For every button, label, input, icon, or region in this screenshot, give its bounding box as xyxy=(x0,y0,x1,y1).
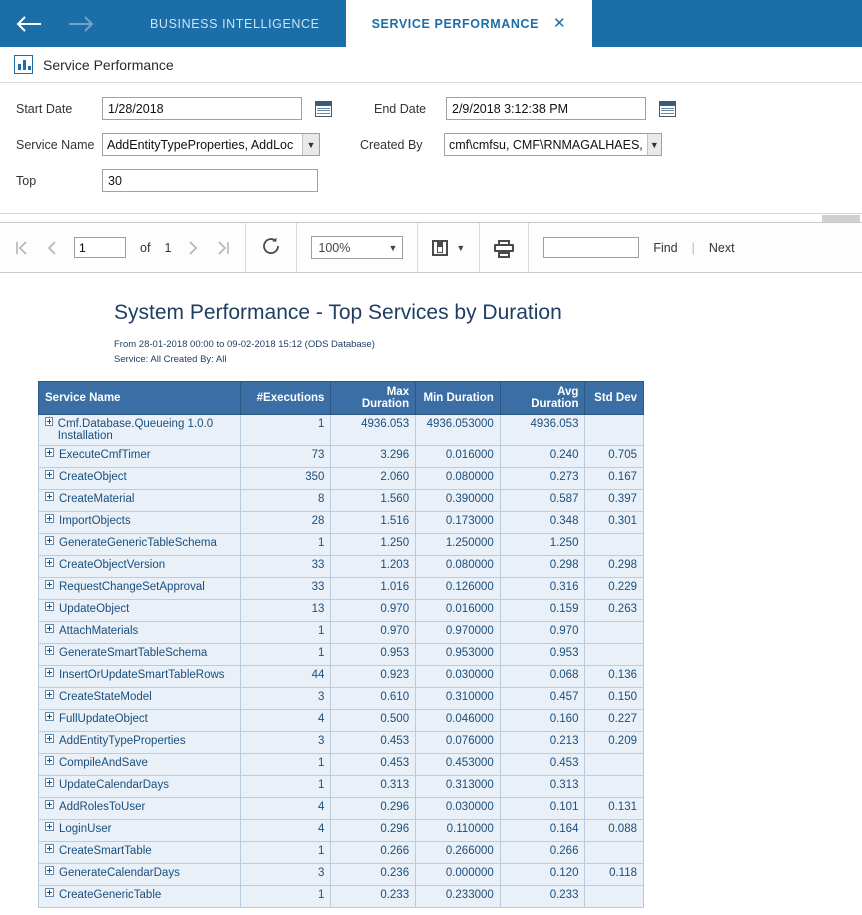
cell-avg-duration: 0.587 xyxy=(500,489,585,511)
start-date-calendar-icon[interactable] xyxy=(312,98,334,120)
cell-min-duration: 0.030000 xyxy=(416,665,501,687)
service-name-dropdown[interactable] xyxy=(102,133,320,156)
cell-executions: 1 xyxy=(240,753,331,775)
expand-row-icon[interactable] xyxy=(45,514,54,523)
cell-service-name xyxy=(39,555,241,577)
service-name-text: GenerateGenericTableSchema xyxy=(59,536,217,549)
cell-max-duration: 0.266 xyxy=(331,841,416,863)
service-name-text: CreateMaterial xyxy=(59,492,135,505)
cell-service-name xyxy=(39,841,241,863)
parameter-row-service-created xyxy=(16,133,846,156)
cell-avg-duration: 0.970 xyxy=(500,621,585,643)
cell-service-name xyxy=(39,687,241,709)
cell-min-duration: 0.266000 xyxy=(416,841,501,863)
service-name-text: CreateSmartTable xyxy=(59,844,152,857)
table-row[interactable] xyxy=(39,643,644,665)
last-page-icon[interactable] xyxy=(215,240,231,256)
service-name-text: CreateObjectVersion xyxy=(59,558,166,571)
cell-min-duration: 0.016000 xyxy=(416,445,501,467)
report-viewer-toolbar xyxy=(0,223,862,273)
report-parameters-panel xyxy=(0,83,862,214)
column-header-avg-duration[interactable]: Avg Duration xyxy=(500,381,585,414)
cell-avg-duration: 1.250 xyxy=(500,533,585,555)
cell-executions: 1 xyxy=(240,533,331,555)
table-row[interactable] xyxy=(39,599,644,621)
created-by-label: Created By xyxy=(360,137,423,152)
table-row[interactable] xyxy=(39,665,644,687)
cell-avg-duration: 0.160 xyxy=(500,709,585,731)
service-name-text: InsertOrUpdateSmartTableRows xyxy=(59,668,225,681)
cell-avg-duration: 0.233 xyxy=(500,885,585,907)
table-row[interactable] xyxy=(39,621,644,643)
cell-avg-duration: 0.213 xyxy=(500,731,585,753)
tab-label: BUSINESS INTELLIGENCE xyxy=(150,16,320,31)
cell-service-name xyxy=(39,414,241,445)
page-header xyxy=(0,47,862,83)
cell-std-dev: 0.301 xyxy=(585,511,644,533)
cell-executions: 4 xyxy=(240,819,331,841)
cell-max-duration: 0.313 xyxy=(331,775,416,797)
cell-executions: 3 xyxy=(240,863,331,885)
first-page-icon[interactable] xyxy=(14,240,30,256)
cell-min-duration: 0.970000 xyxy=(416,621,501,643)
next-page-icon[interactable] xyxy=(185,240,201,256)
cell-executions: 3 xyxy=(240,731,331,753)
cell-min-duration: 0.016000 xyxy=(416,599,501,621)
end-date-label: End Date xyxy=(374,101,427,116)
cell-std-dev: 0.088 xyxy=(585,819,644,841)
table-row[interactable] xyxy=(39,414,644,445)
tab-business-intelligence[interactable] xyxy=(124,0,346,47)
cell-service-name xyxy=(39,819,241,841)
save-export-icon[interactable] xyxy=(432,240,448,256)
table-row[interactable] xyxy=(39,841,644,863)
cell-executions: 33 xyxy=(240,555,331,577)
cell-min-duration: 0.000000 xyxy=(416,863,501,885)
cell-max-duration: 0.233 xyxy=(331,885,416,907)
cell-service-name xyxy=(39,445,241,467)
service-name-value: AddEntityTypeProperties, AddLoc xyxy=(107,137,294,152)
service-name-text: CreateGenericTable xyxy=(59,888,162,901)
service-name-text: CompileAndSave xyxy=(59,756,148,769)
expand-row-icon[interactable] xyxy=(45,822,54,831)
expand-row-icon[interactable] xyxy=(45,800,54,809)
expand-row-icon[interactable] xyxy=(45,646,54,655)
back-arrow-icon[interactable] xyxy=(14,9,44,39)
cell-service-name xyxy=(39,665,241,687)
start-date-input[interactable] xyxy=(102,97,302,120)
cell-std-dev: 0.118 xyxy=(585,863,644,885)
service-name-text: ImportObjects xyxy=(59,514,131,527)
cell-max-duration: 0.453 xyxy=(331,731,416,753)
cell-avg-duration: 0.348 xyxy=(500,511,585,533)
cell-min-duration: 0.030000 xyxy=(416,797,501,819)
expand-row-icon[interactable] xyxy=(45,844,54,853)
cell-min-duration: 0.313000 xyxy=(416,775,501,797)
cell-std-dev: 0.298 xyxy=(585,555,644,577)
service-name-text: CreateObject xyxy=(59,470,127,483)
cell-max-duration: 0.970 xyxy=(331,599,416,621)
cell-std-dev: 0.167 xyxy=(585,467,644,489)
created-by-value: cmf\cmfsu, CMF\RNMAGALHAES, xyxy=(449,137,643,152)
cell-executions: 4 xyxy=(240,709,331,731)
expand-row-icon[interactable] xyxy=(45,558,54,567)
cell-min-duration: 0.453000 xyxy=(416,753,501,775)
cell-max-duration: 2.060 xyxy=(331,467,416,489)
cell-avg-duration: 0.240 xyxy=(500,445,585,467)
cell-min-duration: 0.953000 xyxy=(416,643,501,665)
service-name-label: Service Name xyxy=(16,137,95,152)
cell-max-duration: 0.953 xyxy=(331,643,416,665)
end-date-calendar-icon[interactable] xyxy=(656,98,678,120)
cell-std-dev xyxy=(585,841,644,863)
service-name-text: Cmf.Database.Queueing 1.0.0 Installation xyxy=(57,417,214,442)
cell-max-duration: 3.296 xyxy=(331,445,416,467)
expand-row-icon[interactable] xyxy=(45,690,54,699)
parameter-row-dates xyxy=(16,97,846,120)
cell-service-name xyxy=(39,753,241,775)
cell-std-dev xyxy=(585,775,644,797)
top-input[interactable] xyxy=(102,169,318,192)
report-title: System Performance - Top Services by Duration xyxy=(114,301,562,324)
cell-min-duration: 0.233000 xyxy=(416,885,501,907)
cell-executions: 44 xyxy=(240,665,331,687)
top-label: Top xyxy=(16,173,37,188)
report-subtitle-range: From 28-01-2018 00:00 to 09-02-2018 15:12 (ODS Database) xyxy=(114,339,375,350)
expand-row-icon[interactable] xyxy=(45,866,54,875)
cell-executions: 13 xyxy=(240,599,331,621)
cell-executions: 1 xyxy=(240,621,331,643)
table-row[interactable] xyxy=(39,709,644,731)
cell-avg-duration: 0.298 xyxy=(500,555,585,577)
cell-min-duration: 0.080000 xyxy=(416,555,501,577)
cell-avg-duration: 0.953 xyxy=(500,643,585,665)
cell-max-duration: 0.970 xyxy=(331,621,416,643)
table-row[interactable] xyxy=(39,863,644,885)
expand-row-icon[interactable] xyxy=(45,778,54,787)
page-title: Service Performance xyxy=(43,56,174,73)
cell-avg-duration: 0.159 xyxy=(500,599,585,621)
cell-avg-duration: 0.068 xyxy=(500,665,585,687)
cell-executions: 28 xyxy=(240,511,331,533)
cell-executions: 8 xyxy=(240,489,331,511)
zoom-value: 100% xyxy=(318,240,351,255)
cell-executions: 350 xyxy=(240,467,331,489)
table-body xyxy=(39,414,644,907)
cell-min-duration: 0.173000 xyxy=(416,511,501,533)
end-date-input[interactable] xyxy=(446,97,646,120)
cell-max-duration: 4936.053 xyxy=(331,414,416,445)
cell-std-dev xyxy=(585,414,644,445)
cell-std-dev xyxy=(585,643,644,665)
refresh-group xyxy=(246,223,297,272)
scrollbar-thumb[interactable] xyxy=(822,215,860,222)
cell-executions: 3 xyxy=(240,687,331,709)
find-next-button[interactable]: Next xyxy=(708,240,735,255)
expand-row-icon[interactable] xyxy=(45,448,54,457)
cell-std-dev xyxy=(585,885,644,907)
find-button[interactable]: Find xyxy=(653,240,678,255)
cell-service-name xyxy=(39,797,241,819)
parameters-horizontal-scrollbar[interactable] xyxy=(0,214,862,223)
cell-executions: 73 xyxy=(240,445,331,467)
service-name-text: CreateStateModel xyxy=(59,690,152,703)
cell-std-dev: 0.705 xyxy=(585,445,644,467)
column-header-min-duration[interactable]: Min Duration xyxy=(416,381,501,414)
expand-row-icon[interactable] xyxy=(45,668,54,677)
cell-max-duration: 0.500 xyxy=(331,709,416,731)
cell-avg-duration: 0.101 xyxy=(500,797,585,819)
table-row[interactable] xyxy=(39,445,644,467)
cell-executions: 1 xyxy=(240,841,331,863)
cell-avg-duration: 0.457 xyxy=(500,687,585,709)
expand-row-icon[interactable] xyxy=(45,602,54,611)
cell-executions: 1 xyxy=(240,885,331,907)
expand-row-icon[interactable] xyxy=(45,536,54,545)
cell-std-dev: 0.397 xyxy=(585,489,644,511)
cell-min-duration: 0.390000 xyxy=(416,489,501,511)
report-canvas xyxy=(0,273,862,901)
close-icon[interactable]: ✕ xyxy=(553,15,567,32)
expand-row-icon[interactable] xyxy=(45,712,54,721)
service-name-text: AttachMaterials xyxy=(59,624,139,637)
created-by-dropdown[interactable] xyxy=(444,133,662,156)
cell-service-name xyxy=(39,709,241,731)
cell-max-duration: 0.296 xyxy=(331,797,416,819)
previous-page-icon[interactable] xyxy=(44,240,60,256)
cell-executions: 1 xyxy=(240,775,331,797)
table-row[interactable] xyxy=(39,533,644,555)
refresh-icon[interactable] xyxy=(260,235,282,261)
find-input[interactable] xyxy=(543,237,639,258)
cell-max-duration: 0.296 xyxy=(331,819,416,841)
column-header-std-dev[interactable]: Std Dev xyxy=(585,381,644,414)
cell-service-name xyxy=(39,467,241,489)
zoom-group xyxy=(297,223,418,272)
cell-std-dev: 0.131 xyxy=(585,797,644,819)
cell-avg-duration: 0.120 xyxy=(500,863,585,885)
find-separator: | xyxy=(691,240,695,255)
page-number-input[interactable] xyxy=(74,237,126,258)
tab-service-performance[interactable] xyxy=(346,0,593,47)
cell-service-name xyxy=(39,863,241,885)
cell-avg-duration: 0.313 xyxy=(500,775,585,797)
chevron-down-icon[interactable]: ▼ xyxy=(302,134,319,155)
cell-max-duration: 1.016 xyxy=(331,577,416,599)
expand-row-icon[interactable] xyxy=(45,417,53,426)
report-table xyxy=(38,381,644,908)
cell-service-name xyxy=(39,511,241,533)
bar-chart-icon xyxy=(14,55,33,74)
table-row[interactable] xyxy=(39,577,644,599)
cell-min-duration: 0.126000 xyxy=(416,577,501,599)
cell-min-duration: 0.080000 xyxy=(416,467,501,489)
expand-row-icon[interactable] xyxy=(45,470,54,479)
parameter-row-top xyxy=(16,169,846,192)
zoom-select[interactable] xyxy=(311,236,403,259)
chevron-down-icon[interactable]: ▼ xyxy=(647,134,661,155)
cell-service-name xyxy=(39,489,241,511)
cell-avg-duration: 0.453 xyxy=(500,753,585,775)
find-group xyxy=(529,223,748,272)
table-row[interactable] xyxy=(39,489,644,511)
print-icon[interactable] xyxy=(494,240,514,255)
start-date-label: Start Date xyxy=(16,101,73,116)
cell-max-duration: 1.250 xyxy=(331,533,416,555)
cell-min-duration: 0.110000 xyxy=(416,819,501,841)
forward-arrow-icon[interactable] xyxy=(66,9,96,39)
column-header-service-name[interactable]: Service Name xyxy=(39,381,241,414)
cell-service-name xyxy=(39,599,241,621)
cell-executions: 4 xyxy=(240,797,331,819)
column-header-max-duration[interactable]: Max Duration xyxy=(331,381,416,414)
service-name-text: GenerateSmartTableSchema xyxy=(59,646,208,659)
table-row[interactable] xyxy=(39,467,644,489)
cell-avg-duration: 0.164 xyxy=(500,819,585,841)
service-name-text: AddEntityTypeProperties xyxy=(59,734,186,747)
navigation-arrows xyxy=(0,0,106,47)
cell-min-duration: 0.310000 xyxy=(416,687,501,709)
cell-min-duration: 0.046000 xyxy=(416,709,501,731)
cell-service-name xyxy=(39,775,241,797)
cell-service-name xyxy=(39,731,241,753)
table-row[interactable] xyxy=(39,731,644,753)
cell-executions: 1 xyxy=(240,414,331,445)
table-row[interactable] xyxy=(39,511,644,533)
service-name-text: AddRolesToUser xyxy=(59,800,146,813)
table-row[interactable] xyxy=(39,797,644,819)
cell-std-dev: 0.229 xyxy=(585,577,644,599)
cell-max-duration: 0.923 xyxy=(331,665,416,687)
cell-std-dev xyxy=(585,621,644,643)
cell-avg-duration: 4936.053 xyxy=(500,414,585,445)
browser-tab-bar xyxy=(0,0,862,47)
report-subtitle-filters: Service: All Created By: All xyxy=(114,353,227,365)
cell-executions: 1 xyxy=(240,643,331,665)
cell-executions: 33 xyxy=(240,577,331,599)
table-row[interactable] xyxy=(39,819,644,841)
table-row[interactable] xyxy=(39,555,644,577)
service-name-text: UpdateCalendarDays xyxy=(59,778,169,791)
cell-std-dev: 0.209 xyxy=(585,731,644,753)
page-count-label: 1 xyxy=(164,240,172,255)
service-name-text: UpdateObject xyxy=(59,602,130,615)
service-name-text: LoginUser xyxy=(59,822,112,835)
service-name-text: GenerateCalendarDays xyxy=(59,866,180,879)
cell-avg-duration: 0.273 xyxy=(500,467,585,489)
cell-service-name xyxy=(39,621,241,643)
cell-service-name xyxy=(39,577,241,599)
cell-service-name xyxy=(39,885,241,907)
cell-min-duration: 1.250000 xyxy=(416,533,501,555)
cell-max-duration: 0.610 xyxy=(331,687,416,709)
cell-min-duration: 0.076000 xyxy=(416,731,501,753)
cell-max-duration: 0.236 xyxy=(331,863,416,885)
table-row[interactable] xyxy=(39,753,644,775)
cell-std-dev: 0.263 xyxy=(585,599,644,621)
chevron-down-icon[interactable]: ▼ xyxy=(388,242,398,253)
tab-label: SERVICE PERFORMANCE xyxy=(371,16,540,31)
service-name-text: RequestChangeSetApproval xyxy=(59,580,205,593)
table-header-row xyxy=(39,381,644,414)
cell-max-duration: 1.203 xyxy=(331,555,416,577)
cell-max-duration: 0.453 xyxy=(331,753,416,775)
expand-row-icon[interactable] xyxy=(45,492,54,501)
tab-strip xyxy=(124,0,592,47)
cell-service-name xyxy=(39,533,241,555)
cell-std-dev xyxy=(585,533,644,555)
cell-avg-duration: 0.316 xyxy=(500,577,585,599)
service-name-text: FullUpdateObject xyxy=(59,712,148,725)
expand-row-icon[interactable] xyxy=(45,624,54,633)
cell-avg-duration: 0.266 xyxy=(500,841,585,863)
cell-std-dev: 0.227 xyxy=(585,709,644,731)
cell-max-duration: 1.516 xyxy=(331,511,416,533)
cell-max-duration: 1.560 xyxy=(331,489,416,511)
column-header-executions[interactable]: #Executions xyxy=(240,381,331,414)
cell-std-dev: 0.150 xyxy=(585,687,644,709)
print-group xyxy=(480,223,529,272)
cell-min-duration: 4936.053000 xyxy=(416,414,501,445)
page-of-label: of xyxy=(140,240,151,255)
cell-std-dev: 0.136 xyxy=(585,665,644,687)
pagination-group xyxy=(0,223,246,272)
table-row[interactable] xyxy=(39,687,644,709)
chevron-down-icon[interactable]: ▼ xyxy=(456,242,466,253)
table-row[interactable] xyxy=(39,775,644,797)
expand-row-icon[interactable] xyxy=(45,580,54,589)
cell-std-dev xyxy=(585,753,644,775)
expand-row-icon[interactable] xyxy=(45,734,54,743)
cell-service-name xyxy=(39,643,241,665)
service-name-text: ExecuteCmfTimer xyxy=(59,448,151,461)
expand-row-icon[interactable] xyxy=(45,756,54,765)
expand-row-icon[interactable] xyxy=(45,888,54,897)
table-row[interactable] xyxy=(39,885,644,907)
export-group xyxy=(418,223,480,272)
